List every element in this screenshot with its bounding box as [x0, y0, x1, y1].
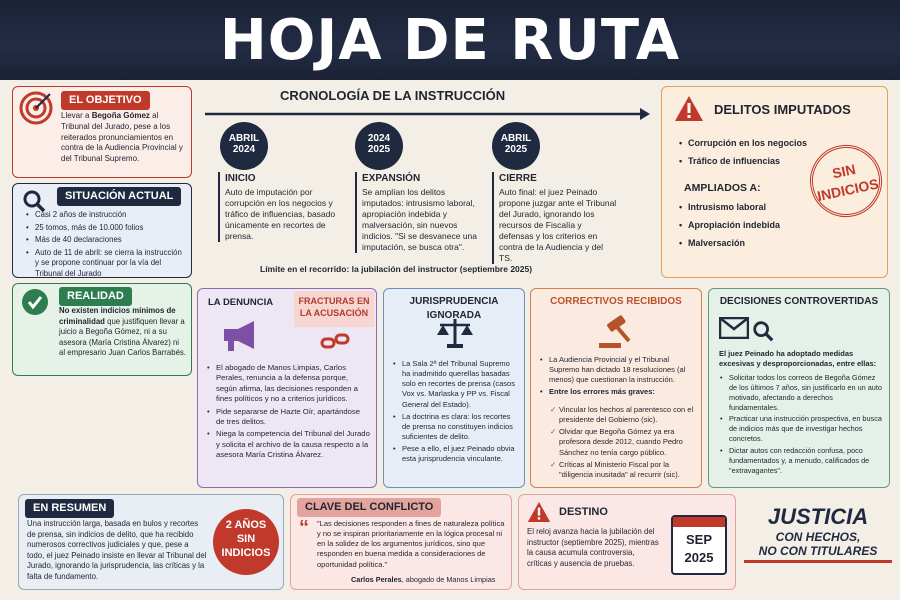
- realidad-card: [12, 283, 192, 376]
- decisiones-card: [708, 288, 890, 488]
- jurisprudencia-list: [392, 359, 520, 466]
- header-banner: [0, 0, 900, 80]
- broken-chain-icon: [320, 329, 350, 355]
- decisiones-title: DECISIONES CONTROVERTIDAS: [719, 296, 879, 307]
- denuncia-list: [206, 363, 370, 463]
- date-badge: 2024 2025: [355, 122, 403, 170]
- resumen-card: [18, 494, 284, 590]
- list-item: • Dictar autos con redacción confusa, poco fundamentados y, a menudo, calificados de "extravagantes".: [719, 446, 884, 476]
- megaphone-icon: [220, 317, 262, 353]
- list-item: • Niega la competencia del Tribunal del Jurado y solicita el archivo de la causa respecto a la asesora María Cristina Álvarez.: [206, 429, 370, 460]
- delitos-card: [661, 86, 888, 278]
- list-item: • Auto de 11 de abril: se cierra la instrucción y se propone continuar por la vía del Tribunal del Jurado: [25, 248, 185, 278]
- quote-icon: “: [299, 517, 309, 539]
- fracturas-title: FRACTURAS EN LA ACUSACIÓN: [294, 291, 374, 327]
- event-inicio: INICIO Auto de imputación por corrupción en los negocios y tráfico de influencias, basado únicamente en recortes de prensa.: [218, 172, 343, 242]
- timeline-arrow: [200, 106, 650, 126]
- list-item: • Más de 40 declaraciones: [25, 235, 185, 246]
- list-item: ✓ Olvidar que Begoña Gómez ya era profesora desde 2012, cuando Pedro Sánchez no tenía cargo público.: [549, 427, 697, 457]
- objetivo-title: EL OBJETIVO: [61, 91, 150, 110]
- realidad-title: REALIDAD: [59, 287, 132, 306]
- slogan-line-2: CON HECHOS,: [775, 530, 861, 544]
- decisiones-list: [719, 373, 884, 477]
- delitos-list: [678, 137, 807, 169]
- list-item: • La doctrina es clara: los recortes de prensa no constituyen indicios suficientes de delito.: [392, 412, 520, 442]
- jurisprudencia-title: JURISPRUDENCIA IGNORADA: [409, 296, 499, 321]
- list-item: • Pese a ello, el juez Peinado obvia esta jurisprudencia vinculante.: [392, 444, 520, 464]
- correctivos-title: CORRECTIVOS RECIBIDOS: [550, 296, 682, 307]
- slogan-line-1: JUSTICIA: [767, 504, 869, 529]
- warning-icon: [674, 95, 704, 122]
- list-item: • 25 tomos, más de 10.000 folios: [25, 223, 185, 234]
- closing-slogan: [744, 504, 892, 563]
- resumen-badge: 2 AÑOS SIN INDICIOS: [213, 509, 279, 575]
- page-title: HOJA DE RUTA: [219, 8, 681, 73]
- event-expansion: EXPANSIÓN Se amplían los delitos imputados: intrusismo laboral, apropiación indebida y malversación, sin nuevos indicios. "Si se desvanece una imputación, se busca otra".: [355, 172, 480, 253]
- list-item: • Entre los errores más graves:: [539, 387, 697, 397]
- resumen-title: EN RESUMEN: [25, 499, 114, 518]
- gavel-icon: [597, 315, 637, 349]
- sin-indicios-stamp: SIN INDICIOS: [803, 138, 888, 223]
- list-item: • La Sala 2ª del Tribunal Supremo ha inadmitido querellas basadas solo en recortes de prensa (casos Vox vs. Marlaska y PP vs. Fiscal General del Estado).: [392, 359, 520, 410]
- clave-author: Carlos Perales, abogado de Manos Limpias: [351, 575, 496, 584]
- errores-list: [549, 405, 697, 482]
- destino-card: [518, 494, 736, 590]
- search-icon: [751, 319, 775, 343]
- list-item: • La Audiencia Provincial y el Tribunal Supremo han dictado 18 resoluciones (al menos) que cuestionan la instrucción.: [539, 355, 697, 385]
- slogan-line-3: NO CON TITULARES: [744, 544, 892, 563]
- list-item: • Corrupción en los negocios: [678, 137, 807, 149]
- situacion-title: SITUACIÓN ACTUAL: [57, 187, 181, 206]
- denuncia-card: [197, 288, 377, 488]
- cronologia-title: CRONOLOGÍA DE LA INSTRUCCIÓN: [280, 88, 506, 103]
- list-item: • Solicitar todos los correos de Begoña Gómez de los últimos 7 años, sin justificarlo en un auto motivado, afectando a derechos fundamentales.: [719, 373, 884, 412]
- scales-icon: [436, 317, 474, 349]
- list-item: • El abogado de Manos Limpias, Carlos Perales, renuncia a la defensa porque, según afirma, las decisiones responden a fines políticos y no a criterios jurídicos.: [206, 363, 370, 405]
- calendar-icon: SEP 2025: [671, 515, 727, 575]
- list-item: • Practicar una instrucción prospectiva, en busca de indicios más que de investigar hechos concretos.: [719, 414, 884, 444]
- clave-title: CLAVE DEL CONFLICTO: [297, 498, 441, 517]
- denuncia-title: LA DENUNCIA: [208, 297, 274, 308]
- situacion-list: [25, 210, 185, 278]
- mail-icon: [719, 317, 749, 339]
- objetivo-text: Llevar a Begoña Gómez al Tribunal del Jurado, pese a los reiterados pronunciamientos en contra de la Audiencia Provincial y del Tribunal Supremo.: [61, 111, 183, 164]
- ampliados-title: AMPLIADOS A:: [684, 182, 761, 194]
- date-badge: ABRIL 2024: [220, 122, 268, 170]
- situacion-card: [12, 183, 192, 278]
- destino-text: El reloj avanza hacia la jubilación del instructor (septiembre 2025), mientras la causa acumula controversia, críticas y ausencia de pruebas.: [527, 527, 659, 568]
- list-item: • Malversación: [678, 237, 780, 249]
- list-item: • Pide separarse de Hazte Oír, apartándose de tres delitos.: [206, 407, 370, 428]
- delitos-title: DELITOS IMPUTADOS: [714, 102, 851, 117]
- event-cierre: CIERRE Auto final: el juez Peinado propone juzgar ante el Tribunal del Jurado, ignorando los recursos de Fiscalía y defensas y los criterios en contra de la Audiencia y del TS.: [492, 172, 617, 264]
- objetivo-card: [12, 86, 192, 178]
- list-item: • Intrusismo laboral: [678, 201, 780, 213]
- decisiones-intro: El juez Peinado ha adoptado medidas excesivas y desproporcionadas, entre ellas:: [719, 349, 877, 369]
- resumen-text: Una instrucción larga, basada en bulos y recortes de prensa, sin indicios de delito, que ha recibido numerosos correctivos judiciales y que, pese a todo, el juez Peinado insiste en llevar al Tribunal del Jurado, ignorando la jurisprudencia, las críticas y la falta de fundamento.: [27, 519, 207, 581]
- cronologia-section: [200, 84, 650, 282]
- timeline-limit: Límite en el recorrido: la jubilación del instructor (septiembre 2025): [260, 264, 533, 274]
- ampliados-list: [678, 201, 780, 251]
- list-item: • Casi 2 años de instrucción: [25, 210, 185, 221]
- correctivos-card: [530, 288, 702, 488]
- date-badge: ABRIL 2025: [492, 122, 540, 170]
- check-icon: [21, 288, 49, 316]
- list-item: • Tráfico de influencias: [678, 155, 807, 167]
- destino-title: DESTINO: [559, 506, 608, 518]
- warning-icon: [527, 501, 551, 523]
- clave-quote: "Las decisiones responden a fines de naturaleza política y no se inspiran prioritariamente en la lógica procesal ni en la solidez de los argumentos jurídicos, sino que responden en buena medida a consideraciones de oportunidad política.": [317, 519, 505, 569]
- list-item: ✓ Críticas al Ministerio Fiscal por la "diligencia inusitada" al recurrir (sic).: [549, 460, 697, 480]
- jurisprudencia-card: [383, 288, 525, 488]
- correctivos-list: [539, 355, 697, 400]
- realidad-text: No existen indicios mínimos de criminalidad que justifiquen llevar a juicio a Begoña Gómez, ni a su asesora (María Cristina Álvarez) ni al empresario Juan Carlos Barrabés.: [59, 306, 186, 358]
- list-item: ✓ Vincular los hechos al parentesco con el presidente del Gobierno (sic).: [549, 405, 697, 425]
- target-icon: [19, 91, 53, 125]
- clave-card: [290, 494, 512, 590]
- list-item: • Apropiación indebida: [678, 219, 780, 231]
